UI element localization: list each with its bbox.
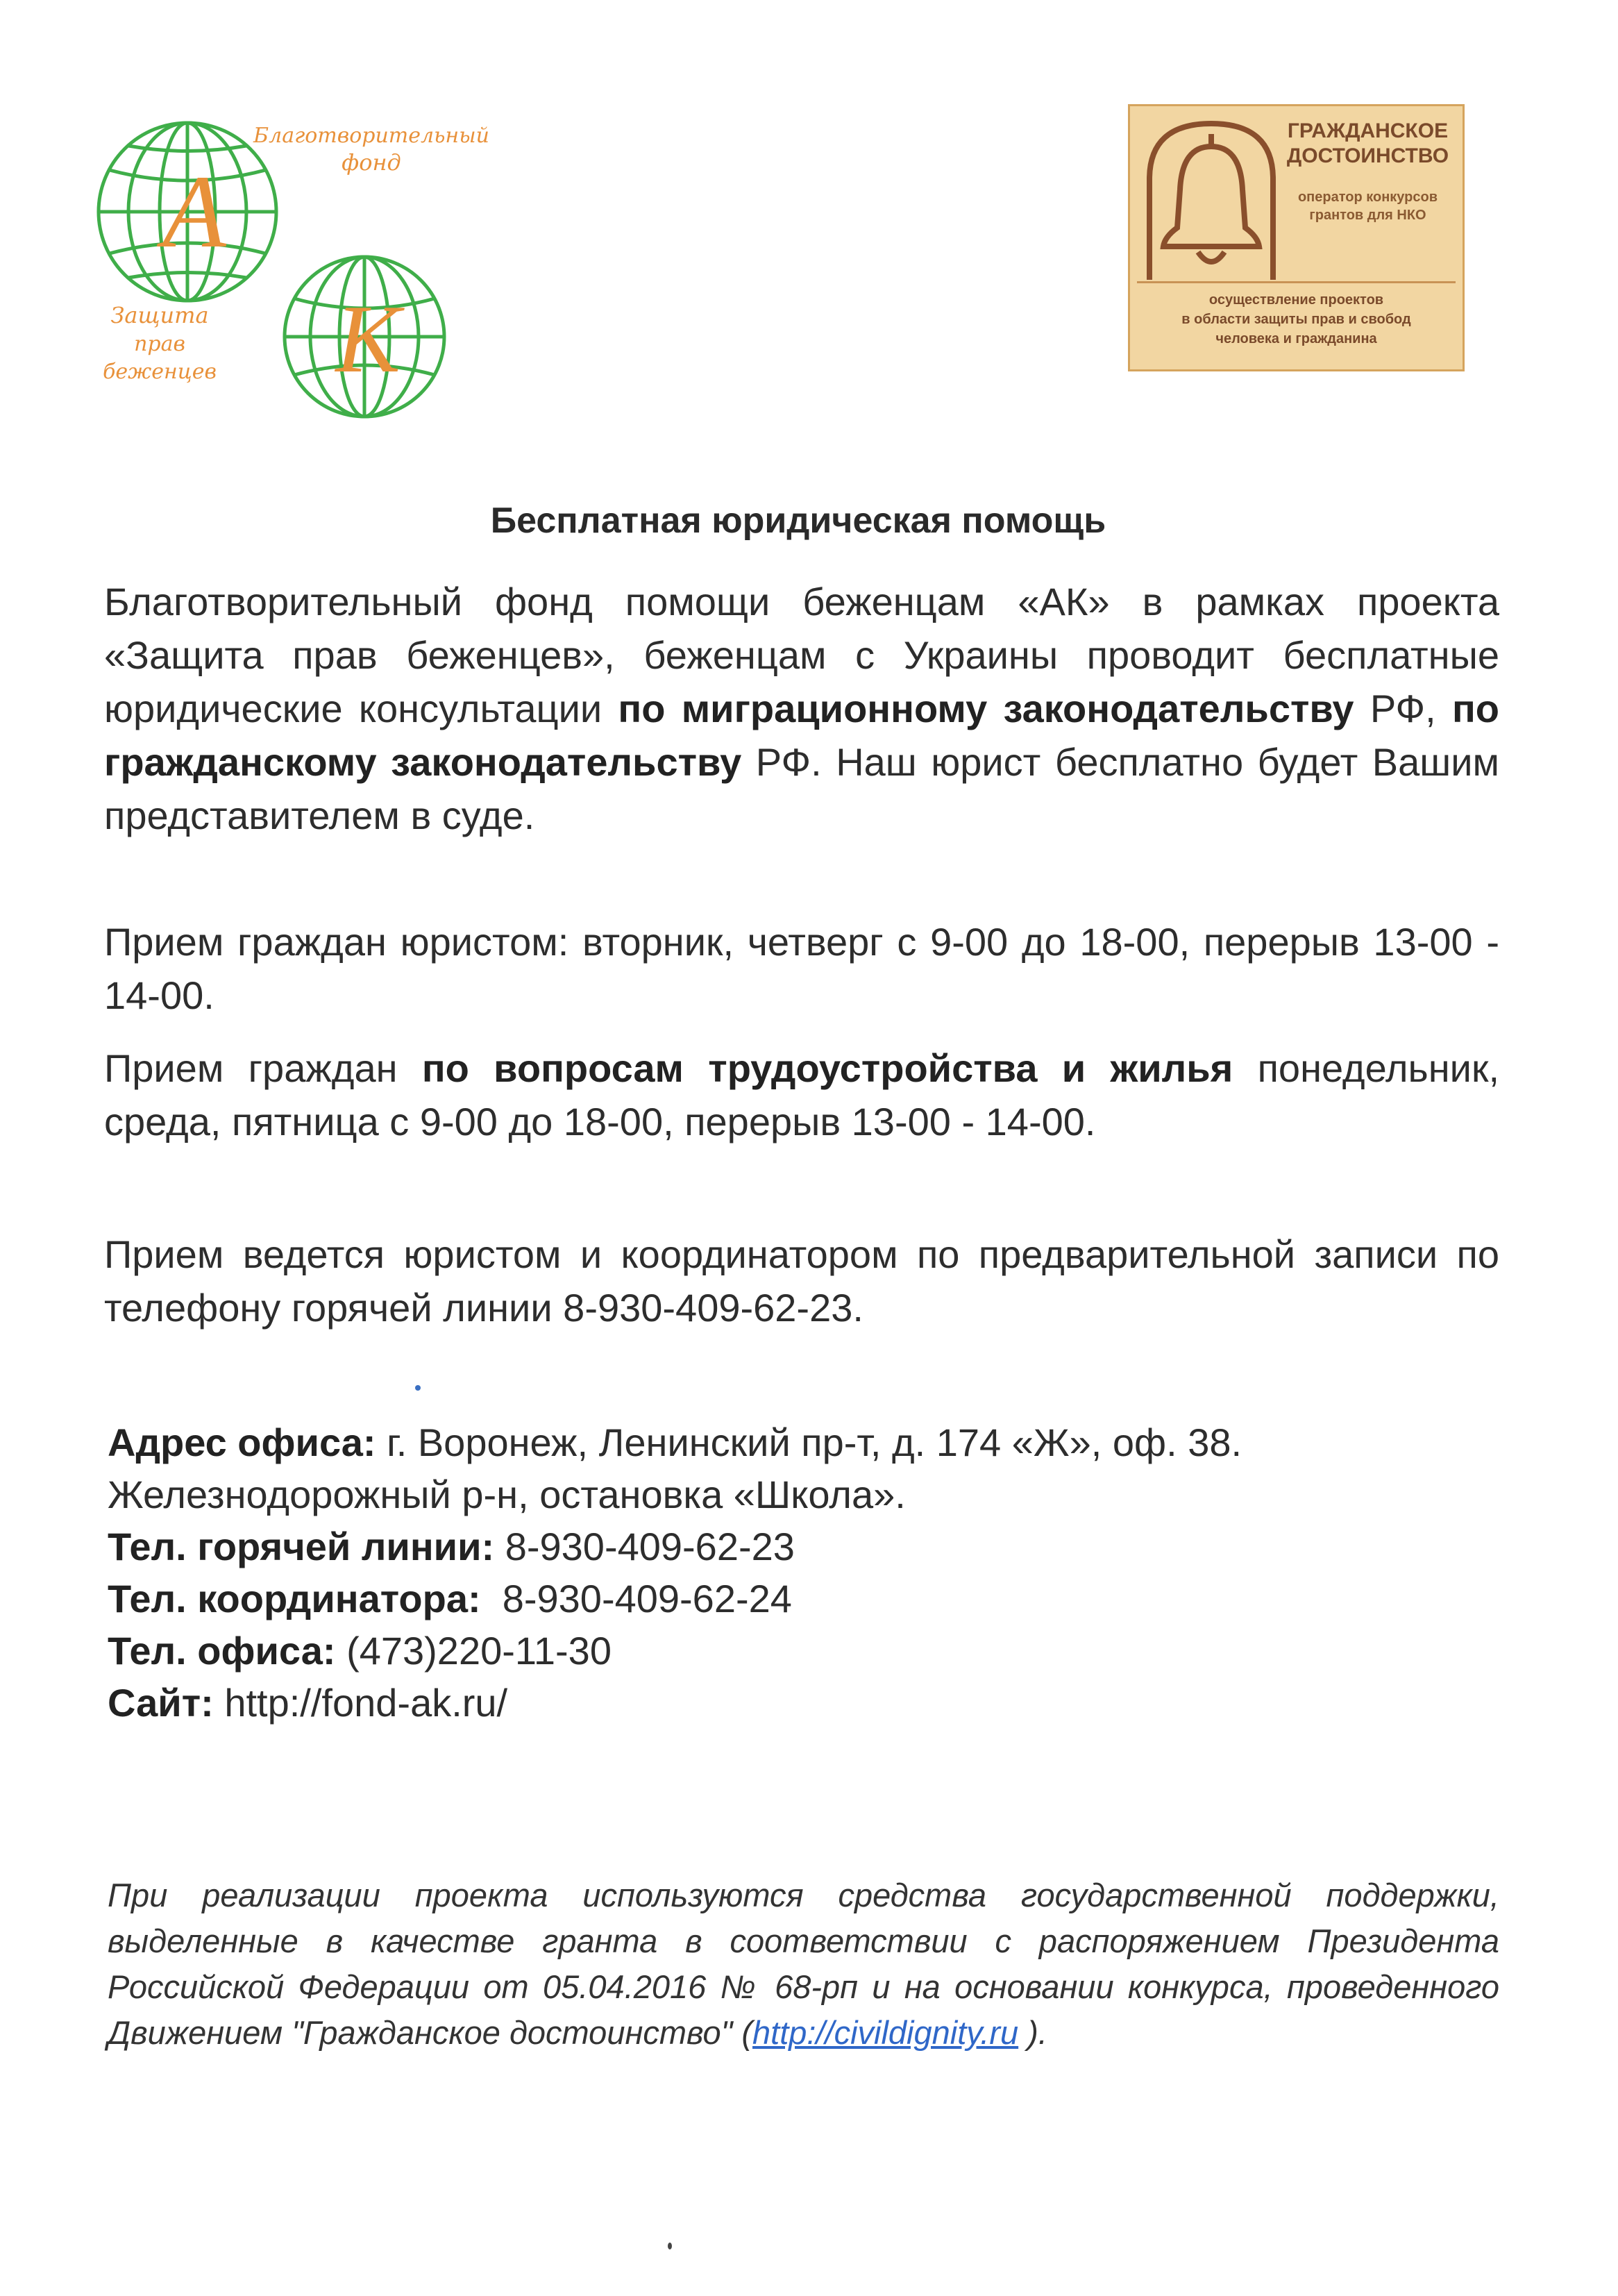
office-phone-label: Тел. офиса: (108, 1629, 336, 1673)
hotline-label: Тел. горячей линии: (108, 1525, 495, 1568)
civildignity-link[interactable]: http://civildignity.ru (752, 2014, 1019, 2051)
intro-text-1: Благотворительный фонд помощи беженцам «АК» в рамках проекта «Защита прав беженцев», беженцам с Украины проводит бесплатные юридические консультации (104, 580, 1499, 730)
intro-paragraph (104, 575, 1499, 842)
civil-dignity-mission-line1: осуществление проектов (1208, 292, 1384, 308)
address-line2: Железнодорожный р-н, остановка «Школа». (108, 1473, 906, 1516)
civil-dignity-title (1276, 119, 1460, 169)
civil-dignity-divider (1137, 281, 1456, 283)
civil-dignity-subtitle-line1: оператор конкурсов (1297, 190, 1438, 205)
fund-slogan-line1: Защита (110, 302, 209, 328)
address-label: Адрес офиса: (108, 1421, 376, 1464)
grant-footnote (108, 1872, 1499, 2056)
civil-dignity-mission-line3: человека и гражданина (1215, 331, 1377, 346)
footnote-text: При реализации проекта используются средства государственной поддержки, выделенные в качестве гранта в соответствии с распоряжением Президента Российской Федерации от 05.04.2016 № 68-рп и на основании конкурса, проведенного Движением "Гражданское достоинство" ( (108, 1877, 1499, 2051)
document-title: Бесплатная юридическая помощь (490, 501, 1106, 541)
intro-text-3: РФ. Наш юрист бесплатно будет Вашим представителем в суде. (104, 740, 1500, 837)
civil-dignity-logo (1128, 104, 1465, 371)
lawyer-hours-paragraph: Прием граждан юристом: вторник, четверг с 9-00 до 18-00, перерыв 13-00 - 14-00. (104, 920, 1499, 1017)
civil-dignity-subtitle (1276, 188, 1460, 224)
coordinator-row (108, 1573, 1496, 1625)
site-value: http://fond-ak.ru/ (213, 1681, 508, 1725)
coordinator-value: 8-930-409-62-24 (480, 1577, 792, 1620)
fund-letter-k: К (335, 285, 401, 393)
office-phone-value: (473)220-11-30 (335, 1629, 612, 1673)
globe-icon (90, 104, 500, 424)
bell-icon (1137, 113, 1286, 287)
hotline-row (108, 1520, 1496, 1573)
scan-speck (415, 1385, 421, 1391)
fund-letter-a: А (162, 154, 226, 269)
intro-bold-migration: по миграционному законодательству (618, 687, 1354, 730)
intro-text-2: РФ, (1354, 687, 1452, 730)
fund-script-line1: Благотворительный (253, 124, 489, 148)
footnote-close: ). (1018, 2014, 1047, 2051)
coordinator-label: Тел. координатора: (108, 1577, 481, 1620)
fund-slogan-line3: беженцев (103, 360, 217, 384)
employment-text-1: Прием граждан (104, 1046, 422, 1090)
civil-dignity-subtitle-line2: грантов для НКО (1309, 208, 1426, 223)
intro-bold-civil: по гражданскому законодательству (104, 687, 1499, 784)
civil-dignity-mission-line2: в области защиты прав и свобод (1181, 312, 1411, 327)
scan-speck (668, 2243, 672, 2249)
fund-ak-logo (90, 104, 500, 424)
address-row (108, 1416, 1496, 1468)
employment-hours-paragraph (104, 1041, 1499, 1148)
civil-dignity-mission (1137, 290, 1456, 349)
appointment-paragraph: Прием ведется юристом и координатором по предварительной записи по телефону горячей линии 8-930-409-62-23. (104, 1232, 1499, 1330)
civil-dignity-title-line2: ДОСТОИНСТВО (1286, 144, 1449, 167)
address-value: г. Воронеж, Ленинский пр-т, д. 174 «Ж», оф. 38. (376, 1421, 1242, 1464)
contacts-block (108, 1416, 1496, 1729)
site-label: Сайт: (108, 1681, 214, 1725)
employment-text-2: понедельник, среда, пятница с 9-00 до 18-00, перерыв 13-00 - 14-00. (104, 1046, 1499, 1143)
office-phone-row (108, 1625, 1496, 1677)
fund-script-line2: фонд (342, 149, 401, 176)
hotline-value: 8-930-409-62-23 (494, 1525, 795, 1568)
civil-dignity-title-line1: ГРАЖДАНСКОЕ (1287, 119, 1449, 142)
fund-slogan-line2: прав (134, 332, 185, 356)
site-row (108, 1677, 1496, 1729)
employment-bold: по вопросам трудоустройства и жилья (421, 1046, 1233, 1090)
